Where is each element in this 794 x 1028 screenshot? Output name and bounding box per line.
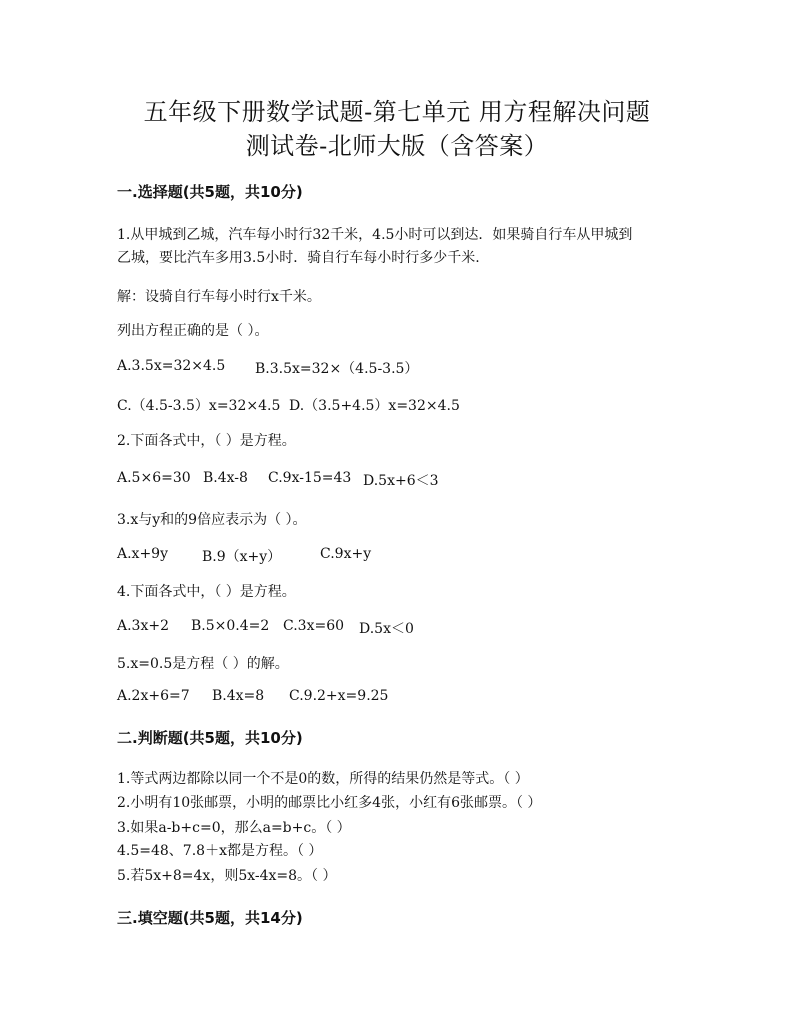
document-title-line1: 五年级下册数学试题-第七单元 用方程解决问题 <box>143 98 651 126</box>
document-title-line2: 测试卷-北师大版（含答案） <box>245 132 549 160</box>
section-heading-fill: 三.填空题(共5题，共14分) <box>117 909 303 927</box>
question-4-option-c: C.3x=60 <box>283 618 345 634</box>
question-3-option-c: C.9x+y <box>320 546 372 562</box>
question-4-option-b: B.5×0.4=2 <box>191 618 270 634</box>
question-1-line1: 1.从甲城到乙城，汽车每小时行32千米，4.5小时可以到达．如果骑自行车从甲城到 <box>117 227 633 243</box>
question-4-option-d: D.5x＜0 <box>359 621 414 637</box>
question-1-option-c: C.（4.5-3.5）x=32×4.5 <box>117 398 281 414</box>
question-1-option-a: A.3.5x=32×4.5 <box>117 358 226 374</box>
question-5-option-a: A.2x+6=7 <box>117 688 190 704</box>
judge-item-5: 5.若5x+8=4x，则5x-4x=8。（ ） <box>117 868 337 884</box>
question-5-text: 5.x=0.5是方程（ ）的解。 <box>117 656 289 672</box>
question-3-option-a: A.x+9y <box>117 546 169 562</box>
judge-item-1: 1.等式两边都除以同一个不是0的数，所得的结果仍然是等式。（ ） <box>117 771 529 787</box>
question-4-option-a: A.3x+2 <box>117 618 170 634</box>
question-1-option-d: D.（3.5+4.5）x=32×4.5 <box>289 398 460 414</box>
question-2-option-b: B.4x-8 <box>203 470 248 486</box>
question-1-line2: 乙城，要比汽车多用3.5小时．骑自行车每小时行多少千米. <box>117 250 480 266</box>
question-2-text: 2.下面各式中，（ ）是方程。 <box>117 433 296 449</box>
question-3-option-b: B.9（x+y） <box>202 549 282 565</box>
question-3-text: 3.x与y和的9倍应表示为（ ）。 <box>117 512 307 528</box>
question-2-option-c: C.9x-15=43 <box>268 470 352 486</box>
judge-item-2: 2.小明有10张邮票，小明的邮票比小红多4张，小红有6张邮票。（ ） <box>117 795 542 811</box>
question-5-option-b: B.4x=8 <box>212 688 265 704</box>
judge-item-3: 3.如果a-b+c=0，那么a=b+c。（ ） <box>117 820 351 836</box>
question-1-prompt: 列出方程正确的是（ ）。 <box>117 323 269 339</box>
question-2-option-a: A.5×6=30 <box>117 470 191 486</box>
judge-item-4: 4.5=48、7.8＋x都是方程。（ ） <box>117 843 323 859</box>
question-1-solution: 解：设骑自行车每小时行x千米。 <box>117 289 321 305</box>
question-4-text: 4.下面各式中，（ ）是方程。 <box>117 584 296 600</box>
section-heading-choice: 一.选择题(共5题，共10分) <box>117 183 303 201</box>
question-1-option-b: B.3.5x=32×（4.5-3.5） <box>255 361 419 377</box>
question-2-option-d: D.5x+6＜3 <box>363 473 439 489</box>
question-5-option-c: C.9.2+x=9.25 <box>289 688 389 704</box>
section-heading-judge: 二.判断题(共5题，共10分) <box>117 729 303 747</box>
